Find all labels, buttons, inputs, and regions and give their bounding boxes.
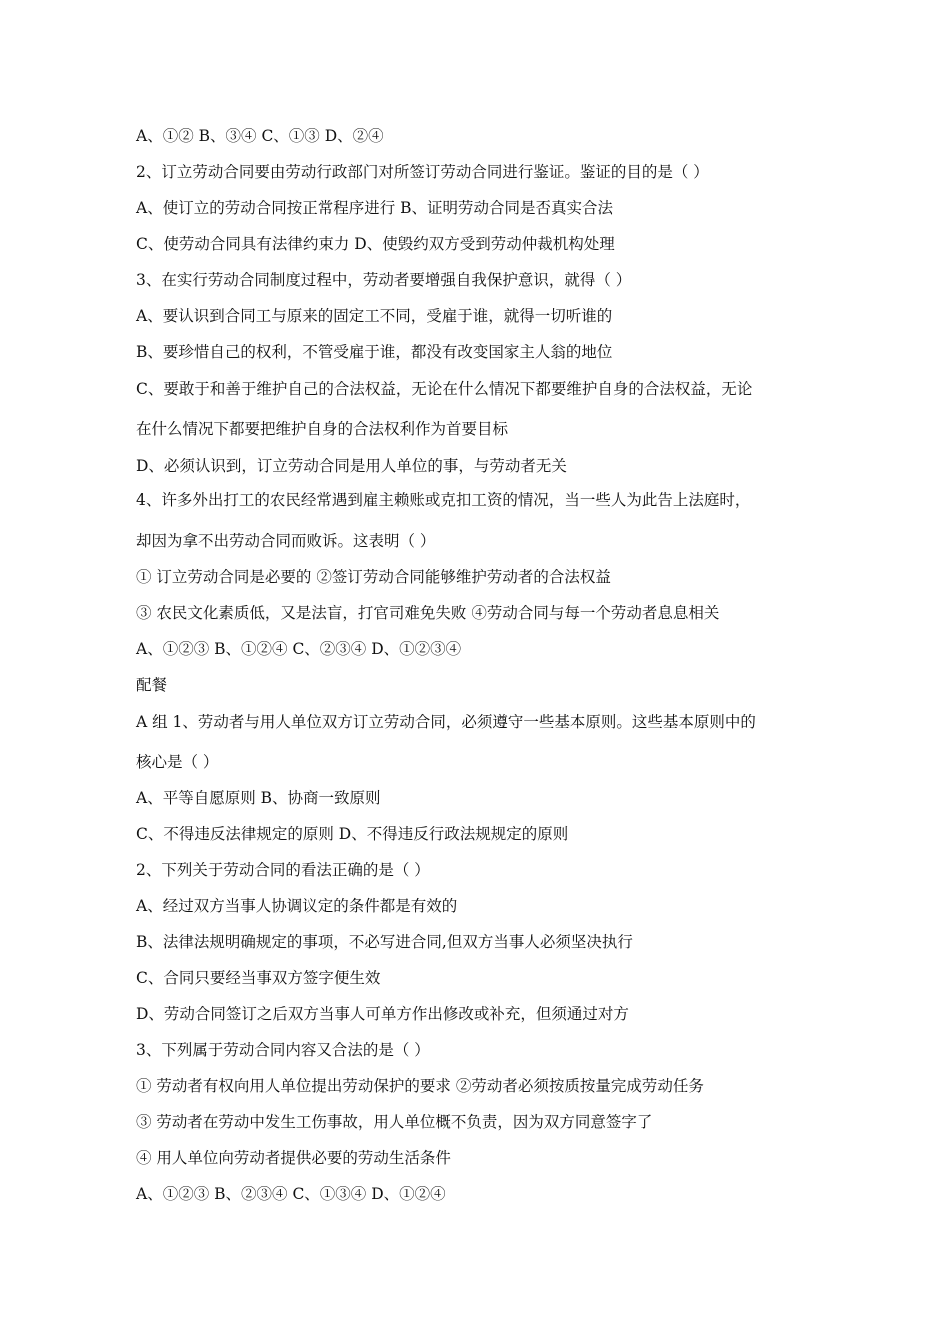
group-a-q2-option-a: A、经过双方当事人协调议定的条件都是有效的 <box>136 897 458 915</box>
group-a-q1-options-cd: C、不得违反法律规定的原则 D、不得违反行政法规规定的原则 <box>136 825 569 843</box>
q3-option-d: D、必须认识到，订立劳动合同是用人单位的事，与劳动者无关 <box>136 457 567 475</box>
q4-answer-options: A、①②③ B、①②④ C、②③④ D、①②③④ <box>136 640 462 658</box>
q3-option-c: C、要敢于和善于维护自己的合法权益，无论在什么情况下都要维护自身的合法权益，无论 <box>136 380 753 398</box>
group-a-q3-statement-4: ④ 用人单位向劳动者提供必要的劳动生活条件 <box>136 1149 451 1167</box>
section-title: 配餐 <box>136 676 168 694</box>
group-a-q3-statements-1-2: ① 劳动者有权向用人单位提出劳动保护的要求 ②劳动者必须按质按量完成劳动任务 <box>136 1077 704 1095</box>
group-a-q2-question: 2、下列关于劳动合同的看法正确的是（ ） <box>136 861 430 879</box>
q3-question: 3、在实行劳动合同制度过程中，劳动者要增强自我保护意识，就得（ ） <box>136 271 632 289</box>
q2-options-cd: C、使劳动合同具有法律约束力 D、使毁约双方受到劳动仲裁机构处理 <box>136 235 615 253</box>
group-a-q3-question: 3、下列属于劳动合同内容又合法的是（ ） <box>136 1041 430 1059</box>
q3-option-b: B、要珍惜自己的权利，不管受雇于谁，都没有改变国家主人翁的地位 <box>136 343 613 361</box>
group-a-q1-question-continued: 核心是（ ） <box>136 753 219 771</box>
group-a-q2-option-c: C、合同只要经当事双方签字便生效 <box>136 969 381 987</box>
q3-option-a: A、要认识到合同工与原来的固定工不同，受雇于谁，就得一切听谁的 <box>136 307 613 325</box>
q4-statements-3-4: ③ 农民文化素质低，又是法盲，打官司难免失败 ④劳动合同与每一个劳动者息息相关 <box>136 604 720 622</box>
q4-statements-1-2: ① 订立劳动合同是必要的 ②签订劳动合同能够维护劳动者的合法权益 <box>136 568 611 586</box>
group-a-q1-options-ab: A、平等自愿原则 B、协商一致原则 <box>136 789 381 807</box>
group-a-q3-answer-options: A、①②③ B、②③④ C、①③④ D、①②④ <box>136 1185 446 1203</box>
group-a-q1-question: A 组 1、劳动者与用人单位双方订立劳动合同，必须遵守一些基本原则。这些基本原则中的 <box>136 713 756 731</box>
group-a-q2-option-b: B、法律法规明确规定的事项，不必写进合同,但双方当事人必须坚决执行 <box>136 933 633 951</box>
q3-option-c-continued: 在什么情况下都要把维护自身的合法权利作为首要目标 <box>136 420 509 438</box>
q2-question: 2、订立劳动合同要由劳动行政部门对所签订劳动合同进行鉴证。鉴证的目的是（ ） <box>136 163 709 181</box>
group-a-q3-statement-3: ③ 劳动者在劳动中发生工伤事故，用人单位概不负责，因为双方同意签字了 <box>136 1113 653 1131</box>
q2-options-ab: A、使订立的劳动合同按正常程序进行 B、证明劳动合同是否真实合法 <box>136 199 614 217</box>
q4-question-continued: 却因为拿不出劳动合同而败诉。这表明（ ） <box>136 532 436 550</box>
q1-answer-options: A、①② B、③④ C、①③ D、②④ <box>136 127 384 145</box>
q4-question: 4、许多外出打工的农民经常遇到雇主赖账或克扣工资的情况，当一些人为此告上法庭时， <box>136 491 751 509</box>
group-a-q2-option-d: D、劳动合同签订之后双方当事人可单方作出修改或补充，但须通过对方 <box>136 1005 629 1023</box>
